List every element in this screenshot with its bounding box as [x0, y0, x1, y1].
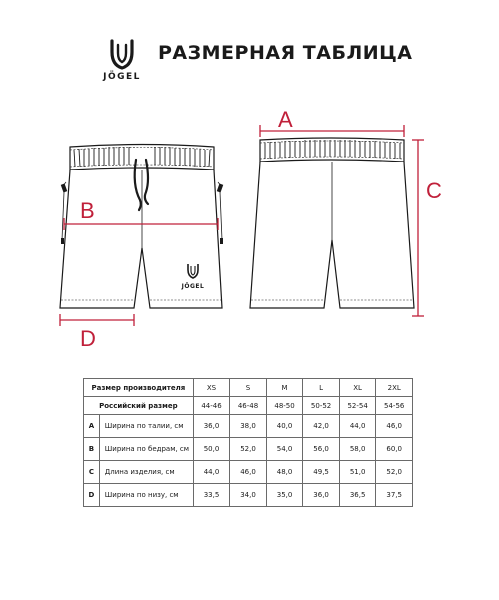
table-cell: 52,0	[376, 461, 413, 484]
table-cell: 36,0	[303, 484, 340, 507]
table-cell: 50,0	[193, 438, 230, 461]
size-header: L	[303, 379, 340, 397]
shorts-front-view	[60, 145, 223, 309]
size-header: S	[230, 379, 267, 397]
table-cell: 36,0	[193, 415, 230, 438]
table-cell: 52,0	[230, 438, 267, 461]
size-table	[83, 378, 413, 507]
table-cell: 37,5	[376, 484, 413, 507]
table-cell: 40,0	[266, 415, 303, 438]
table-cell: 33,5	[193, 484, 230, 507]
size-header: XL	[339, 379, 376, 397]
table-cell: 49,5	[303, 461, 340, 484]
russian-size: 52-54	[339, 397, 376, 415]
table-cell: 34,0	[230, 484, 267, 507]
row-key: D	[84, 484, 100, 507]
russian-size: 54-56	[376, 397, 413, 415]
dimension-b-label: B	[80, 198, 95, 223]
logo-text: JÖGEL	[103, 72, 141, 82]
table-row	[84, 461, 413, 484]
table-row	[84, 415, 413, 438]
table-cell: 58,0	[339, 438, 376, 461]
dimension-c-label: C	[426, 178, 442, 203]
table-cell: 51,0	[339, 461, 376, 484]
table-cell: 46,0	[230, 461, 267, 484]
table-header-row	[84, 379, 413, 397]
table-cell: 46,0	[376, 415, 413, 438]
row-label: Ширина по талии, см	[99, 415, 193, 438]
row-label: Ширина по бедрам, см	[99, 438, 193, 461]
table-russian-size-row	[84, 397, 413, 415]
shorts-back-view	[250, 138, 414, 308]
russian-size: 44-46	[193, 397, 230, 415]
table-cell: 56,0	[303, 438, 340, 461]
table-row	[84, 484, 413, 507]
manufacturer-size-label: Размер производителя	[84, 379, 194, 397]
dimension-a-label: A	[278, 107, 293, 132]
russian-size-label: Российский размер	[84, 397, 194, 415]
russian-size: 46-48	[230, 397, 267, 415]
size-header: XS	[193, 379, 230, 397]
table-cell: 38,0	[230, 415, 267, 438]
row-label: Длина изделия, см	[99, 461, 193, 484]
table-cell: 54,0	[266, 438, 303, 461]
table-cell: 48,0	[266, 461, 303, 484]
table-cell: 35,0	[266, 484, 303, 507]
size-header: M	[266, 379, 303, 397]
table-cell: 60,0	[376, 438, 413, 461]
front-logo-text: JÖGEL	[181, 283, 205, 290]
table-cell: 44,0	[339, 415, 376, 438]
dimension-d-label: D	[80, 326, 96, 351]
table-row	[84, 438, 413, 461]
size-header: 2XL	[376, 379, 413, 397]
row-key: B	[84, 438, 100, 461]
russian-size: 48-50	[266, 397, 303, 415]
table-cell: 36,5	[339, 484, 376, 507]
russian-size: 50-52	[303, 397, 340, 415]
table-cell: 44,0	[193, 461, 230, 484]
row-key: C	[84, 461, 100, 484]
row-key: A	[84, 415, 100, 438]
table-cell: 42,0	[303, 415, 340, 438]
page-title: РАЗМЕРНАЯ ТАБЛИЦА	[158, 42, 413, 64]
row-label: Ширина по низу, см	[99, 484, 193, 507]
